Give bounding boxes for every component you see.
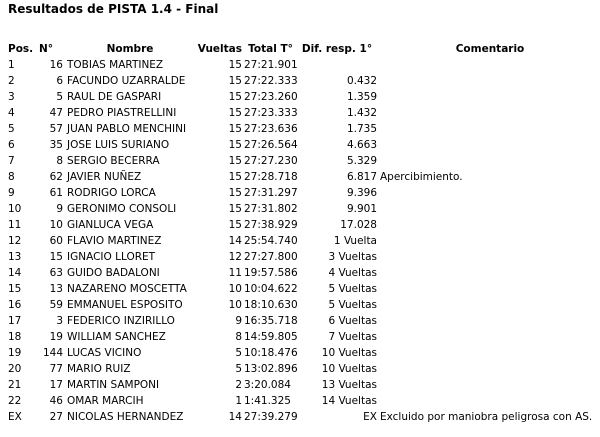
cell-name: GUIDO BADALONI — [67, 267, 160, 279]
cell-number: 19 — [49, 331, 63, 343]
cell-laps: 2 — [235, 379, 242, 391]
cell-name: FLAVIO MARTINEZ — [67, 235, 162, 247]
table-row — [0, 361, 600, 377]
cell-difference: 5 Vueltas — [328, 299, 377, 311]
cell-comment — [377, 121, 600, 137]
cell-laps: 15 — [228, 59, 242, 71]
cell-total-time: 27:23.260 — [244, 91, 298, 103]
table-row — [0, 73, 600, 89]
cell-total-time: 3:20.084 — [244, 379, 291, 391]
cell-total-time: 27:23.333 — [244, 107, 298, 119]
cell-number: 15 — [49, 251, 63, 263]
cell-total-time: 27:26.564 — [244, 139, 298, 151]
cell-number: 27 — [49, 411, 63, 423]
cell-laps: 15 — [228, 187, 242, 199]
cell-number: 62 — [49, 171, 63, 183]
cell-laps: 15 — [228, 75, 242, 87]
table-row — [0, 137, 600, 153]
cell-number: 10 — [49, 219, 63, 231]
cell-total-time: 19:57.586 — [244, 267, 298, 279]
cell-difference: 9.901 — [346, 203, 377, 215]
table-row — [0, 297, 600, 313]
table-row — [0, 313, 600, 329]
cell-total-time: 27:39.279 — [244, 411, 298, 423]
table-row — [0, 169, 600, 185]
header-pos: Pos. — [8, 43, 34, 55]
cell-position: 11 — [8, 219, 22, 231]
cell-name: SERGIO BECERRA — [67, 155, 160, 167]
cell-total-time: 25:54.740 — [244, 235, 298, 247]
cell-number: 16 — [49, 59, 63, 71]
cell-laps: 14 — [228, 235, 242, 247]
cell-name: JOSE LUIS SURIANO — [67, 139, 170, 151]
cell-position: 3 — [8, 91, 15, 103]
table-row — [0, 89, 600, 105]
cell-name: NICOLAS HERNANDEZ — [67, 411, 184, 423]
cell-number: 6 — [56, 75, 63, 87]
cell-comment — [377, 249, 600, 265]
cell-position: 4 — [8, 107, 15, 119]
cell-laps: 1 — [235, 395, 242, 407]
cell-name: NAZARENO MOSCETTA — [67, 283, 187, 295]
table-row — [0, 57, 600, 73]
table-row — [0, 153, 600, 169]
table-row — [0, 249, 600, 265]
cell-number: 144 — [42, 347, 63, 359]
cell-position: 5 — [8, 123, 15, 135]
header-comment: Comentario — [455, 43, 525, 55]
cell-laps: 5 — [235, 363, 242, 375]
cell-position: 13 — [8, 251, 22, 263]
cell-number: 46 — [49, 395, 63, 407]
cell-comment — [377, 217, 600, 233]
cell-number: 47 — [49, 107, 63, 119]
cell-name: TOBIAS MARTINEZ — [67, 59, 164, 71]
cell-name: OMAR MARCIH — [67, 395, 144, 407]
cell-difference: 4.663 — [346, 139, 377, 151]
results-table — [0, 41, 600, 425]
cell-laps: 12 — [228, 251, 242, 263]
cell-total-time: 16:35.718 — [244, 315, 298, 327]
cell-name: RODRIGO LORCA — [67, 187, 156, 199]
cell-total-time: 27:31.297 — [244, 187, 298, 199]
table-row — [0, 121, 600, 137]
cell-comment — [377, 345, 600, 361]
cell-difference: 5 Vueltas — [328, 283, 377, 295]
cell-name: JAVIER NUÑEZ — [67, 171, 142, 183]
cell-laps: 15 — [228, 107, 242, 119]
cell-position: 14 — [8, 267, 22, 279]
header-row — [0, 41, 600, 57]
cell-difference: 0.432 — [346, 75, 377, 87]
cell-position: 20 — [8, 363, 22, 375]
cell-number: 77 — [49, 363, 63, 375]
cell-name: RAUL DE GASPARI — [67, 91, 162, 103]
cell-number: 59 — [49, 299, 63, 311]
cell-name: FEDERICO INZIRILLO — [67, 315, 175, 327]
cell-number: 9 — [56, 203, 63, 215]
cell-difference: 4 Vueltas — [328, 267, 377, 279]
table-row — [0, 345, 600, 361]
cell-name: LUCAS VICINO — [67, 347, 142, 359]
header-difference: Dif. resp. 1° — [301, 43, 373, 55]
cell-comment — [377, 393, 600, 409]
table-row — [0, 105, 600, 121]
cell-name: PEDRO PIASTRELLINI — [67, 107, 177, 119]
cell-name: MARTIN SAMPONI — [67, 379, 160, 391]
cell-difference: 7 Vueltas — [328, 331, 377, 343]
cell-difference: 1.432 — [346, 107, 377, 119]
cell-laps: 5 — [235, 347, 242, 359]
cell-total-time: 27:23.636 — [244, 123, 298, 135]
cell-laps: 15 — [228, 203, 242, 215]
cell-laps: 9 — [235, 315, 242, 327]
cell-laps: 15 — [228, 155, 242, 167]
cell-position: 12 — [8, 235, 22, 247]
cell-name: IGNACIO LLORET — [67, 251, 156, 263]
cell-difference: 6.817 — [346, 171, 377, 183]
cell-difference: 1 Vuelta — [333, 235, 377, 247]
cell-difference: 9.396 — [346, 187, 377, 199]
cell-name: FACUNDO UZARRALDE — [67, 75, 186, 87]
cell-number: 60 — [49, 235, 63, 247]
cell-difference: 13 Vueltas — [321, 379, 377, 391]
cell-total-time: 18:10.630 — [244, 299, 298, 311]
cell-total-time: 10:18.476 — [244, 347, 298, 359]
cell-laps: 15 — [228, 219, 242, 231]
cell-difference: 14 Vueltas — [321, 395, 377, 407]
cell-name: EMMANUEL ESPOSITO — [67, 299, 183, 311]
cell-total-time: 27:28.718 — [244, 171, 298, 183]
table-row — [0, 185, 600, 201]
cell-position: 10 — [8, 203, 22, 215]
cell-comment — [377, 361, 600, 377]
cell-laps: 15 — [228, 171, 242, 183]
table-row — [0, 409, 600, 425]
cell-comment — [377, 105, 600, 121]
cell-comment: Apercibimiento. — [380, 171, 463, 183]
cell-number: 3 — [56, 315, 63, 327]
table-row — [0, 281, 600, 297]
cell-comment — [377, 57, 600, 73]
cell-name: WILLIAM SANCHEZ — [67, 331, 166, 343]
cell-position: EX — [8, 411, 22, 423]
cell-laps: 8 — [235, 331, 242, 343]
cell-comment — [377, 377, 600, 393]
cell-comment — [377, 329, 600, 345]
header-laps: Vueltas — [197, 43, 242, 55]
cell-number: 63 — [49, 267, 63, 279]
cell-comment: Excluido por maniobra peligrosa con AS. — [380, 411, 593, 423]
cell-difference: 3 Vueltas — [328, 251, 377, 263]
cell-position: 9 — [8, 187, 15, 199]
cell-comment — [377, 89, 600, 105]
cell-position: 7 — [8, 155, 15, 167]
cell-total-time: 13:02.896 — [244, 363, 298, 375]
cell-position: 8 — [8, 171, 15, 183]
cell-laps: 14 — [228, 411, 242, 423]
cell-total-time: 27:22.333 — [244, 75, 298, 87]
cell-total-time: 27:27.800 — [244, 251, 298, 263]
cell-difference: EX — [363, 411, 377, 423]
cell-comment — [377, 233, 600, 249]
cell-comment — [377, 185, 600, 201]
cell-laps: 15 — [228, 91, 242, 103]
cell-comment — [377, 281, 600, 297]
cell-difference: 17.028 — [340, 219, 377, 231]
page-title: Resultados de PISTA 1.4 - Final — [8, 2, 219, 16]
header-number: N° — [39, 43, 54, 55]
table-row — [0, 201, 600, 217]
cell-position: 6 — [8, 139, 15, 151]
cell-laps: 15 — [228, 123, 242, 135]
cell-comment — [377, 137, 600, 153]
cell-name: GERONIMO CONSOLI — [67, 203, 177, 215]
cell-number: 17 — [49, 379, 63, 391]
cell-number: 61 — [49, 187, 63, 199]
cell-position: 16 — [8, 299, 22, 311]
table-row — [0, 217, 600, 233]
cell-position: 22 — [8, 395, 22, 407]
cell-number: 8 — [56, 155, 63, 167]
cell-position: 2 — [8, 75, 15, 87]
results-body — [0, 57, 600, 425]
cell-total-time: 27:27.230 — [244, 155, 298, 167]
cell-laps: 10 — [228, 283, 242, 295]
cell-position: 18 — [8, 331, 22, 343]
cell-name: GIANLUCA VEGA — [67, 219, 154, 231]
header-total-time: Total T° — [248, 43, 293, 55]
cell-name: MARIO RUIZ — [67, 363, 131, 375]
cell-number: 5 — [56, 91, 63, 103]
cell-position: 1 — [8, 59, 15, 71]
cell-difference: 6 Vueltas — [328, 315, 377, 327]
cell-difference — [297, 57, 377, 73]
cell-total-time: 10:04.622 — [244, 283, 298, 295]
cell-difference: 10 Vueltas — [321, 347, 377, 359]
cell-comment — [377, 265, 600, 281]
cell-comment — [377, 201, 600, 217]
cell-number: 13 — [49, 283, 63, 295]
cell-comment — [377, 313, 600, 329]
cell-laps: 15 — [228, 139, 242, 151]
cell-position: 17 — [8, 315, 22, 327]
cell-comment — [377, 297, 600, 313]
cell-name: JUAN PABLO MENCHINI — [67, 123, 187, 135]
cell-position: 21 — [8, 379, 22, 391]
cell-total-time: 1:41.325 — [244, 395, 291, 407]
table-row — [0, 377, 600, 393]
cell-position: 15 — [8, 283, 22, 295]
cell-comment — [377, 153, 600, 169]
cell-total-time: 27:38.929 — [244, 219, 298, 231]
cell-number: 35 — [49, 139, 63, 151]
cell-difference: 5.329 — [346, 155, 377, 167]
table-row — [0, 265, 600, 281]
cell-total-time: 14:59.805 — [244, 331, 298, 343]
cell-difference: 1.359 — [346, 91, 377, 103]
cell-number: 57 — [49, 123, 63, 135]
cell-total-time: 27:21.901 — [244, 59, 298, 71]
header-name: Nombre — [106, 43, 154, 55]
cell-laps: 10 — [228, 299, 242, 311]
cell-difference: 10 Vueltas — [321, 363, 377, 375]
table-row — [0, 233, 600, 249]
cell-laps: 11 — [228, 267, 242, 279]
cell-total-time: 27:31.802 — [244, 203, 298, 215]
cell-position: 19 — [8, 347, 22, 359]
cell-comment — [377, 73, 600, 89]
table-row — [0, 329, 600, 345]
cell-difference: 1.735 — [346, 123, 377, 135]
table-row — [0, 393, 600, 409]
